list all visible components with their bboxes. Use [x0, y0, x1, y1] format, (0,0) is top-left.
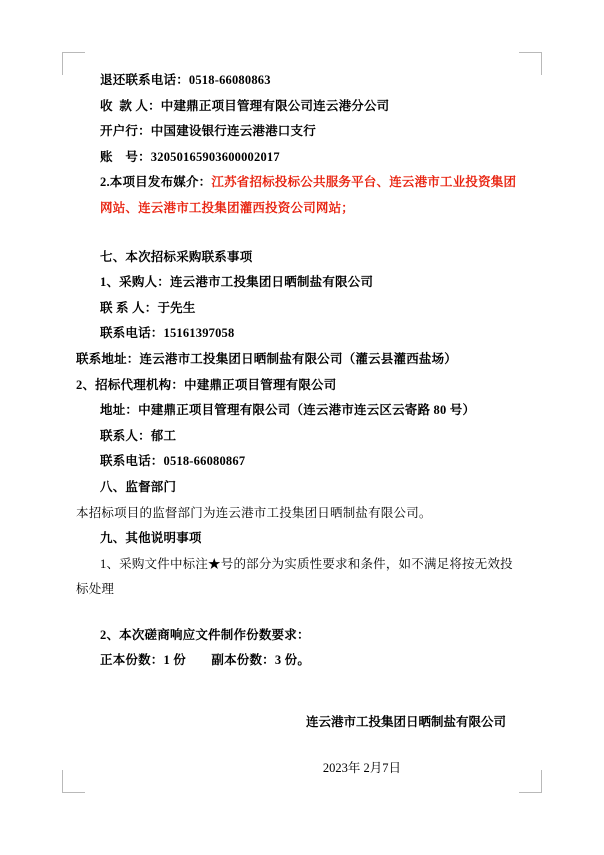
agency-line: 2、招标代理机构：中建鼎正项目管理有限公司	[76, 377, 337, 392]
section-nine-heading: 九、其他说明事项	[100, 531, 202, 546]
date-spacer	[76, 736, 528, 756]
payee-line: 收 款 人：中建鼎正项目管理有限公司连云港分公司	[100, 98, 390, 113]
refund-phone-line: 退还联系电话：0518-66080863	[100, 73, 271, 87]
contact-phone-line: 联系电话：15161397058	[100, 326, 235, 341]
agency-contact-person-line: 联系人：郁工	[100, 428, 177, 443]
contact-address-line: 联系地址：连云港市工投集团日晒制盐有限公司（灌云县灌西盐场）	[76, 351, 458, 366]
other-note-2: 2、本次磋商响应文件制作份数要求：	[100, 627, 310, 642]
section-spacer-2	[76, 603, 528, 623]
agency-address-line: 地址：中建鼎正项目管理有限公司（连云港市连云区云寄路 80 号）	[100, 403, 476, 418]
signature-company: 连云港市工投集团日晒制盐有限公司	[305, 715, 506, 730]
account-number-line: 账 号：32050165903600002017	[100, 149, 280, 164]
other-note-1-continued: 标处理	[76, 582, 115, 597]
section-spacer-1	[76, 222, 528, 245]
copies-requirement: 正本份数：1 份 副本份数：3 份。	[100, 653, 311, 668]
section-eight-body: 本招标项目的监督部门为连云港市工投集团日晒制盐有限公司。	[76, 505, 432, 520]
contact-person-line: 联 系 人：于先生	[100, 300, 196, 315]
media-announcement-prefix: 2.本项目发布媒介：	[100, 175, 212, 190]
document-body	[76, 68, 528, 781]
bank-name-line: 开户行：中国建设银行连云港港口支行	[100, 124, 316, 139]
agency-contact-phone-line: 联系电话：0518-66080867	[100, 454, 246, 469]
signature-date: 2023年 2月7日	[322, 760, 402, 775]
other-note-1: 1、采购文件中标注★号的部分为实质性要求和条件，如不满足将按无效投	[100, 556, 513, 571]
section-seven-heading: 七、本次招标采购联系事项	[100, 249, 253, 264]
signature-spacer	[76, 674, 528, 710]
media-announcement-channels: 江苏省招标投标公共服务平台、连云港市工业投资集团网站、连云港市工投集团灌西投资公司网站；	[100, 175, 517, 215]
purchaser-line: 1、采购人：连云港市工投集团日晒制盐有限公司	[100, 275, 374, 290]
section-eight-heading: 八、监督部门	[100, 479, 177, 494]
media-announcement	[76, 170, 528, 221]
